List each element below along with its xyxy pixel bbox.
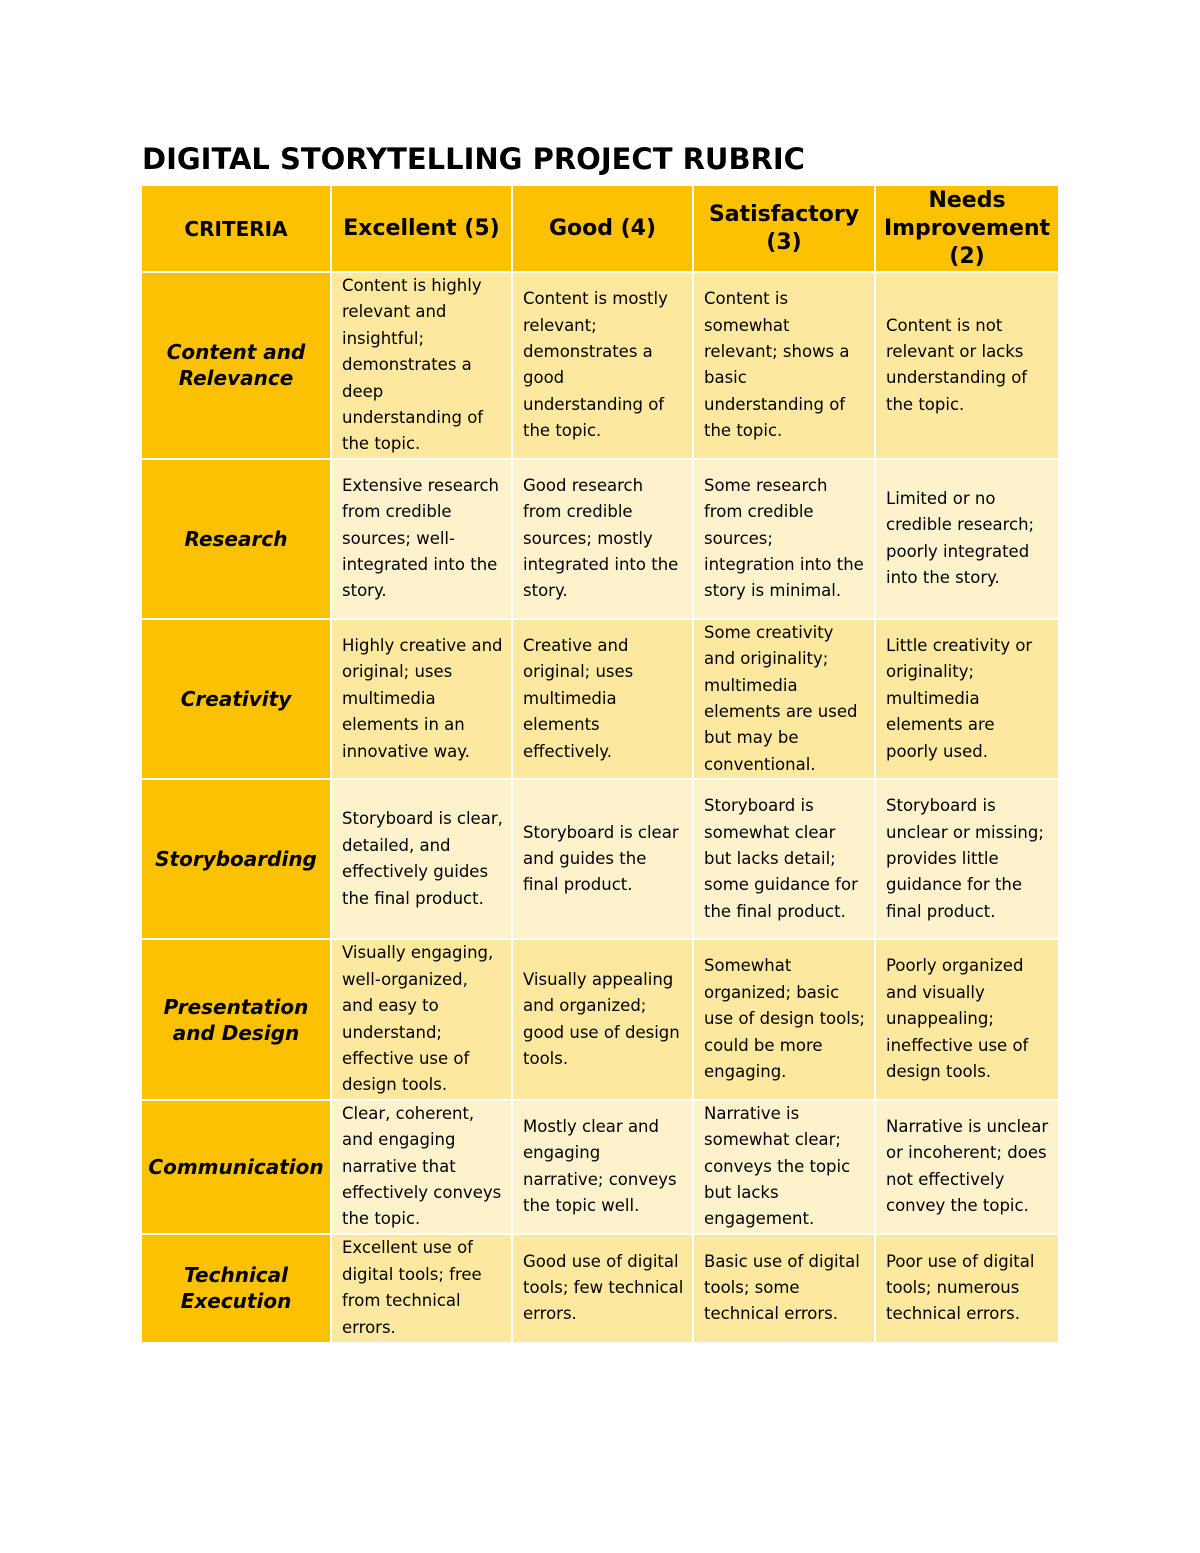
- cell-text: Poor use of digital tools; numerous technical errors.: [886, 1251, 1035, 1324]
- rubric-cell: [512, 1234, 693, 1342]
- cell-text: Narrative is unclear or incoherent; does not effectively convey the topic.: [886, 1116, 1049, 1216]
- table-row: [142, 779, 1058, 939]
- rubric-cell: [331, 272, 512, 459]
- cell-text: Content is somewhat relevant; shows a basic understanding of the topic.: [704, 289, 850, 441]
- criterion-cell: [142, 779, 331, 939]
- rubric-cell: [512, 1100, 693, 1234]
- rubric-cell: [693, 1100, 875, 1234]
- cell-text: Content is not relevant or lacks understanding of the topic.: [886, 315, 1028, 414]
- cell-text: Storyboard is somewhat clear but lacks detail; some guidance for the final product.: [704, 796, 858, 921]
- criterion-label: Presentation and Design: [163, 994, 309, 1045]
- cell-text: Mostly clear and engaging narrative; conveys the topic well.: [523, 1116, 677, 1216]
- cell-text: Extensive research from credible sources; well-integrated into the story.: [342, 475, 499, 601]
- rubric-cell: [331, 939, 512, 1099]
- table-row: [142, 619, 1058, 779]
- rubric-cell: [331, 1100, 512, 1234]
- rubric-cell: [875, 779, 1058, 939]
- rubric-cell: [331, 459, 512, 619]
- rubric-cell: [693, 459, 875, 619]
- criterion-cell: [142, 459, 331, 619]
- criterion-cell: [142, 1234, 331, 1342]
- level-header-needs-improvement: Needs Improvement (2): [875, 186, 1058, 272]
- table-row: [142, 1234, 1058, 1342]
- cell-text: Limited or no credible research; poorly integrated into the story.: [886, 489, 1035, 588]
- criterion-cell: [142, 1100, 331, 1234]
- criteria-header: CRITERIA: [142, 186, 331, 272]
- criterion-label: Communication: [148, 1154, 324, 1179]
- rubric-table: [142, 186, 1058, 1342]
- rubric-cell: [331, 619, 512, 779]
- table-header-row: [142, 186, 1058, 272]
- rubric-cell: [875, 272, 1058, 459]
- rubric-cell: [875, 459, 1058, 619]
- rubric-cell: [875, 1100, 1058, 1234]
- cell-text: Good research from credible sources; mostly integrated into the story.: [523, 475, 679, 601]
- level-header-good: Good (4): [512, 186, 693, 272]
- table-row: [142, 939, 1058, 1099]
- cell-text: Some research from credible sources; integration into the story is minimal.: [704, 475, 864, 601]
- table-row: [142, 459, 1058, 619]
- cell-text: Content is mostly relevant; demonstrates a good understanding of the topic.: [523, 289, 668, 441]
- rubric-cell: [693, 779, 875, 939]
- cell-text: Poorly organized and visually unappealing; ineffective use of design tools.: [886, 956, 1029, 1082]
- cell-text: Excellent use of digital tools; free from technical errors.: [342, 1238, 482, 1337]
- cell-text: Narrative is somewhat clear; conveys the topic but lacks engagement.: [704, 1103, 851, 1229]
- rubric-cell: [331, 1234, 512, 1342]
- rubric-cell: [875, 939, 1058, 1099]
- criterion-cell: [142, 272, 331, 459]
- page-title: DIGITAL STORYTELLING PROJECT RUBRIC: [142, 142, 805, 176]
- rubric-cell: [693, 1234, 875, 1342]
- criterion-cell: [142, 619, 331, 779]
- cell-text: Somewhat organized; basic use of design tools; could be more engaging.: [704, 956, 865, 1082]
- rubric-cell: [875, 1234, 1058, 1342]
- cell-text: Storyboard is unclear or missing; provides little guidance for the final product.: [886, 796, 1044, 921]
- rubric-cell: [693, 939, 875, 1099]
- criterion-label: Creativity: [180, 687, 292, 712]
- rubric-cell: [512, 272, 693, 459]
- rubric-cell: [512, 459, 693, 619]
- cell-text: Good use of digital tools; few technical errors.: [523, 1251, 684, 1324]
- cell-text: Visually engaging, well-organized, and easy to understand; effective use of design tools.: [342, 943, 494, 1095]
- cell-text: Storyboard is clear and guides the final product.: [523, 822, 679, 895]
- criterion-label: Research: [184, 526, 288, 551]
- cell-text: Basic use of digital tools; some technical errors.: [704, 1251, 860, 1324]
- cell-text: Some creativity and originality; multimedia elements are used but may be conventional.: [704, 622, 858, 774]
- cell-text: Little creativity or originality; multimedia elements are poorly used.: [886, 636, 1033, 761]
- rubric-cell: [512, 779, 693, 939]
- cell-text: Storyboard is clear, detailed, and effectively guides the final product.: [342, 809, 503, 908]
- level-header-satisfactory: Satisfactory (3): [693, 186, 875, 272]
- rubric-cell: [875, 619, 1058, 779]
- table-row: [142, 272, 1058, 459]
- criterion-label: Storyboarding: [155, 847, 317, 872]
- cell-text: Content is highly relevant and insightful; demonstrates a deep understanding of the topic.: [342, 276, 484, 454]
- cell-text: Clear, coherent, and engaging narrative that effectively conveys the topic.: [342, 1103, 502, 1229]
- rubric-cell: [512, 939, 693, 1099]
- level-header-excellent: Excellent (5): [331, 186, 512, 272]
- cell-text: Visually appealing and organized; good use of design tools.: [523, 969, 680, 1068]
- criterion-label: Content and Relevance: [166, 340, 306, 391]
- table-row: [142, 1100, 1058, 1234]
- rubric-cell: [693, 272, 875, 459]
- criterion-label: Technical Execution: [180, 1263, 292, 1314]
- rubric-cell: [693, 619, 875, 779]
- criterion-cell: [142, 939, 331, 1099]
- rubric-cell: [331, 779, 512, 939]
- cell-text: Highly creative and original; uses multimedia elements in an innovative way.: [342, 636, 503, 761]
- cell-text: Creative and original; uses multimedia elements effectively.: [523, 636, 634, 761]
- rubric-cell: [512, 619, 693, 779]
